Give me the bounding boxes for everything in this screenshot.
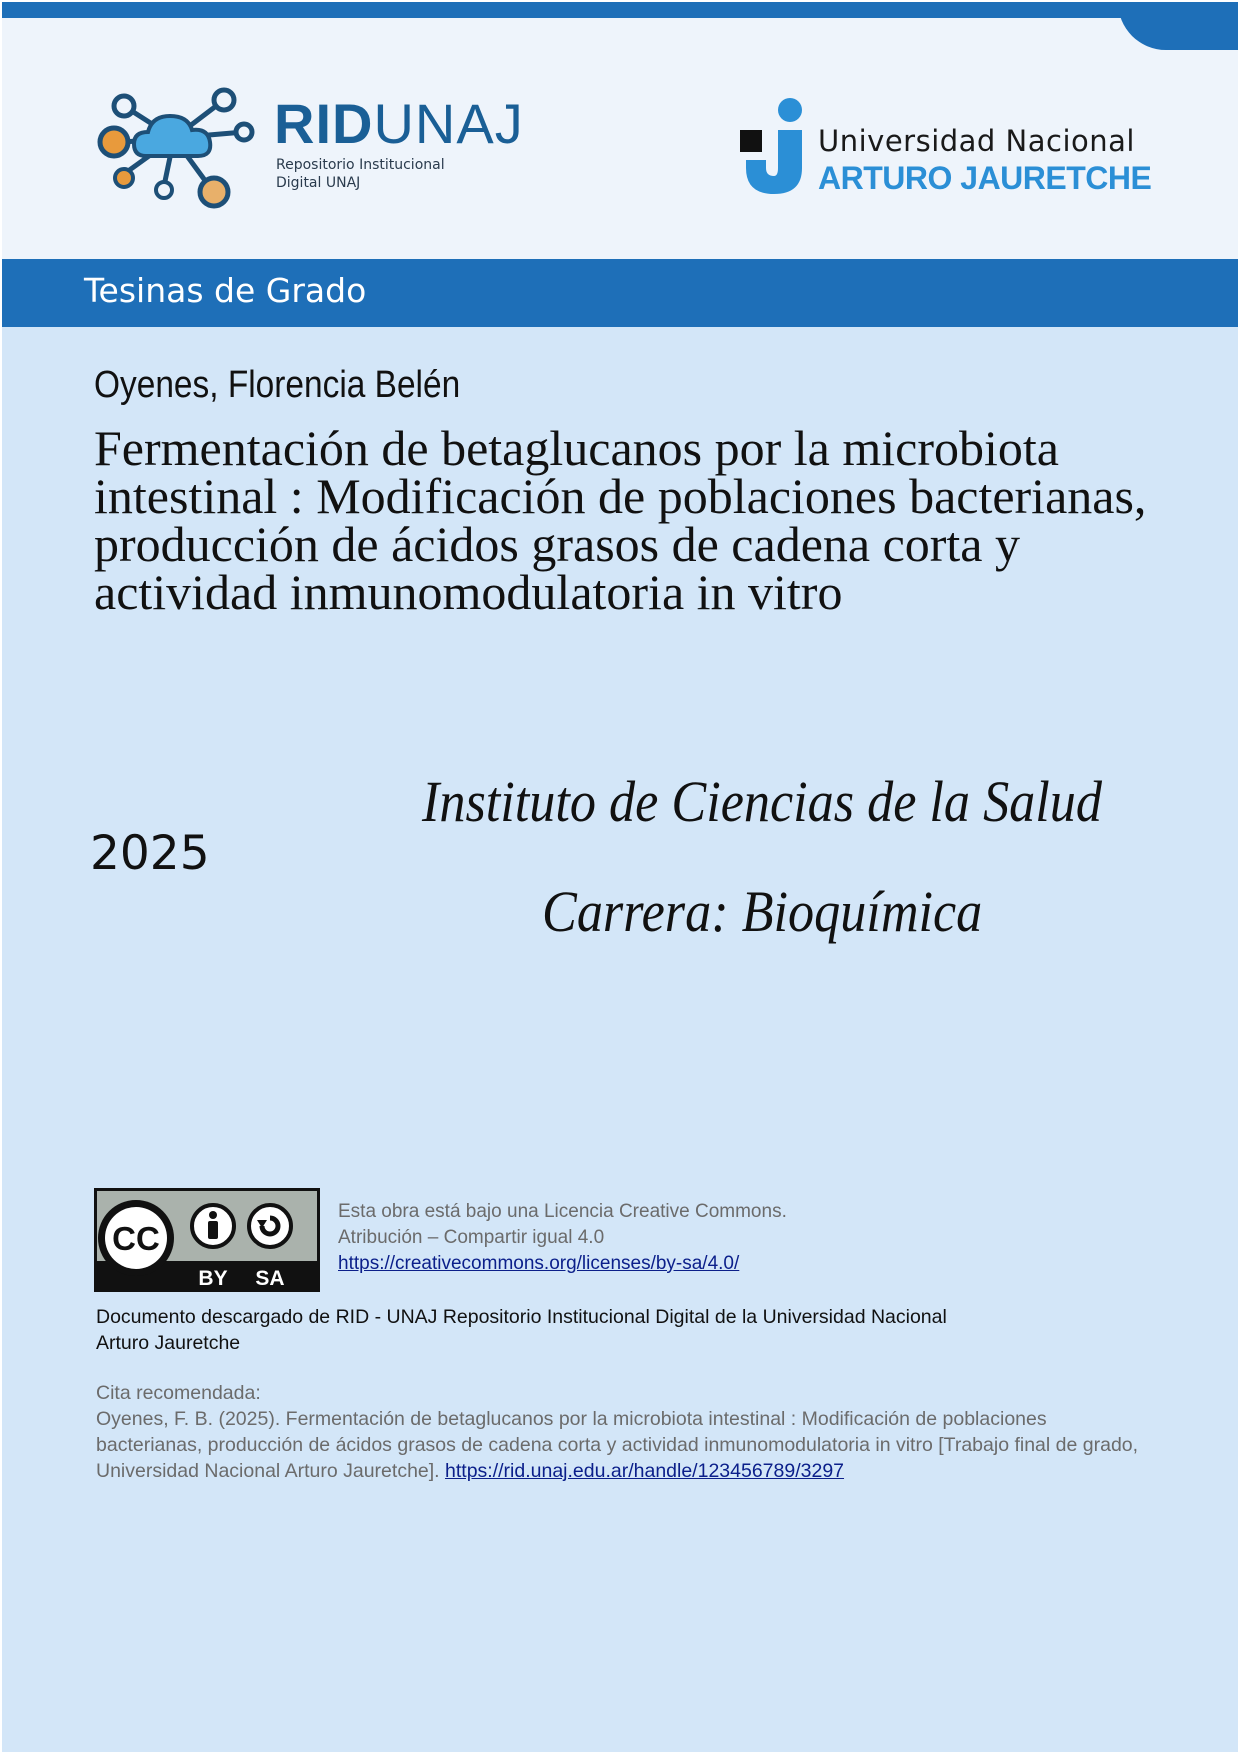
- author-name: Oyenes, Florencia Belén: [94, 364, 461, 406]
- unaj-j-icon: [740, 98, 810, 198]
- license-text: [338, 1199, 898, 1277]
- thesis-title: Fermentación de betaglucanos por la microbiota intestinal : Modificación de poblaciones bacterianas, producción de ácidos grasos de cadena corta y actividad inmunomodulatoria in vitro: [94, 420, 1147, 620]
- download-note: Documento descargado de RID - UNAJ Repositorio Institucional Digital de la Universidad Nacional Arturo Jauretche: [96, 1306, 947, 1354]
- header-band: [2, 2, 1238, 259]
- rid-unaj-logo: [94, 86, 534, 210]
- citation-link[interactable]: https://rid.unaj.edu.ar/handle/123456789/3297: [445, 1460, 845, 1482]
- cc-badge-text: CC: [112, 1220, 160, 1257]
- license-line1: Esta obra está bajo una Licencia Creative Commons.: [338, 1201, 787, 1222]
- repository-wordmark: [274, 92, 524, 155]
- share-alike-icon: [249, 1205, 291, 1247]
- sa-badge-label: SA: [255, 1267, 285, 1290]
- career-name: Carrera: Bioquímica: [542, 879, 983, 944]
- university-name-line1: Universidad Nacional: [818, 124, 1135, 158]
- license-link[interactable]: https://creativecommons.org/licenses/by-sa/4.0/: [338, 1253, 740, 1274]
- top-stripe: [2, 2, 1238, 18]
- corner-tab: [1118, 2, 1238, 50]
- section-label: Tesinas de Grado: [84, 271, 367, 310]
- cc-by-sa-badge: [94, 1188, 320, 1292]
- university-name-line2: ARTURO JAURETCHE: [818, 160, 1152, 196]
- license-line2: Atribución – Compartir igual 4.0: [338, 1227, 605, 1248]
- brand-bold: RID: [274, 92, 374, 155]
- section-bar: [2, 259, 1238, 327]
- publication-year: 2025: [90, 826, 210, 881]
- citation-text: Oyenes, F. B. (2025). Fermentación de betaglucanos por la microbiota intestinal : Modificación de poblaciones bacterianas, producción de ácidos grasos de cadena corta y actividad inmunomodulatoria in vitro [Trabajo final de grado, Universidad Nacional Arturo Jauretche].: [96, 1408, 1139, 1482]
- institute-name: Instituto de Ciencias de la Salud: [422, 769, 1102, 834]
- recommended-citation: [96, 1380, 1156, 1484]
- brand-light: UNAJ: [373, 92, 524, 155]
- repository-subtitle-line2: Digital UNAJ: [276, 175, 361, 191]
- cover-page: [2, 2, 1238, 1752]
- repository-subtitle-line1: Repositorio Institucional: [276, 157, 445, 173]
- university-logo: [740, 98, 1160, 208]
- repository-subtitle: [276, 156, 496, 192]
- citation-body: [96, 1406, 1156, 1484]
- by-badge-label: BY: [198, 1267, 228, 1290]
- cloud-network-icon: [94, 86, 264, 210]
- citation-label: Cita recomendada:: [96, 1382, 261, 1404]
